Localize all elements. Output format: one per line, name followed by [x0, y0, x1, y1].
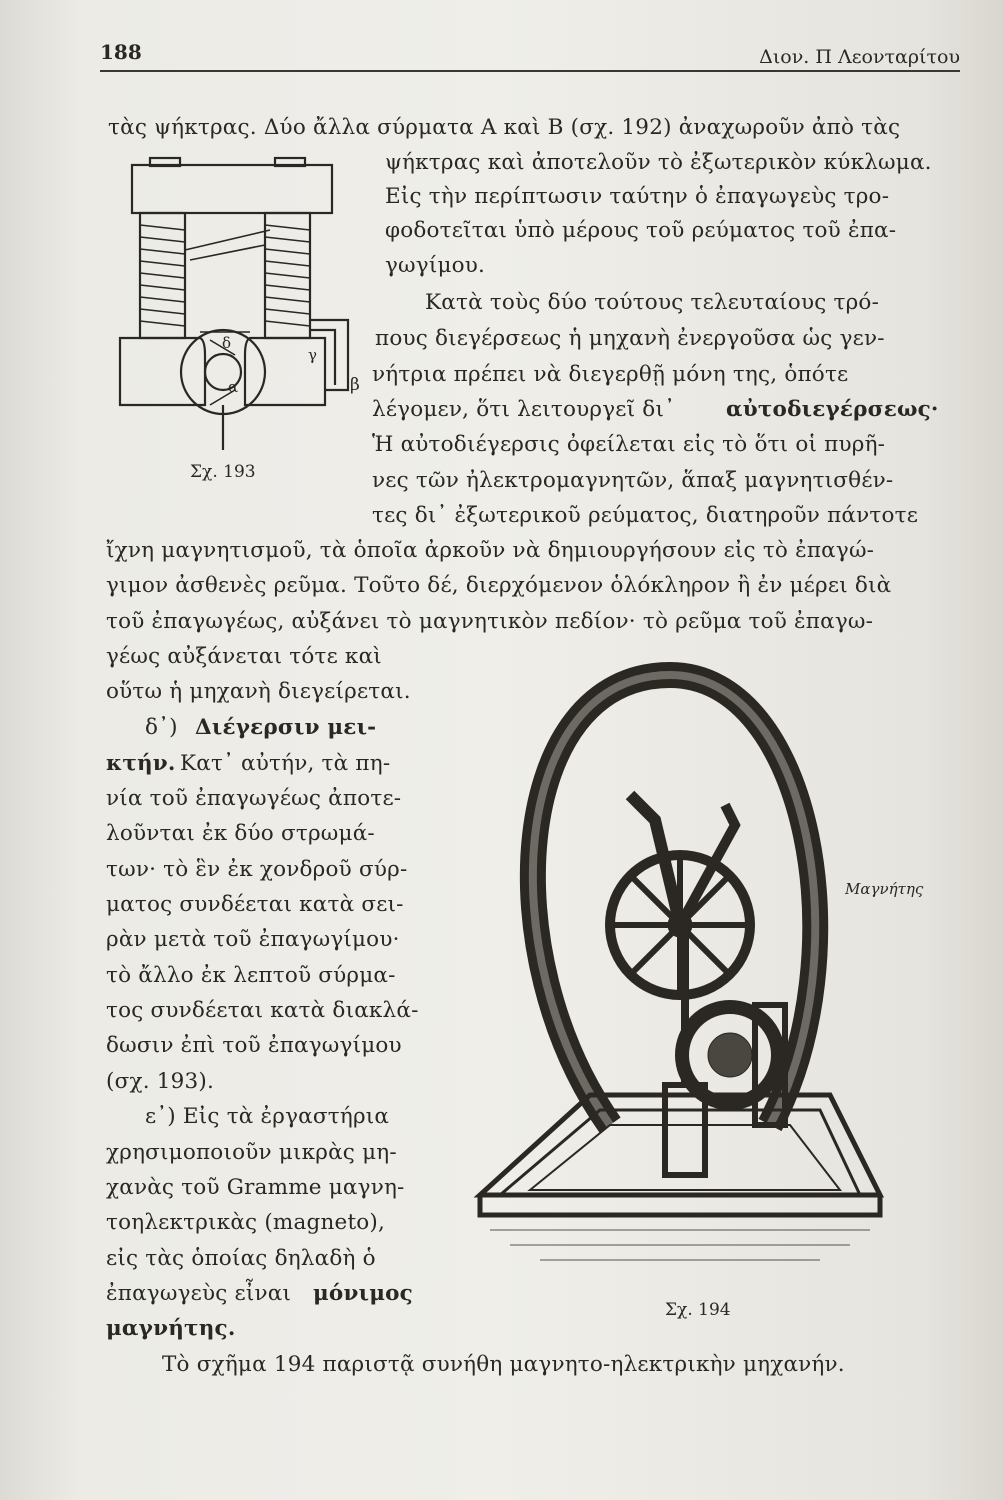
text-line: ψήκτρας καὶ ἀποτελοῦν τὸ ἐξωτερικὸν κύκλωμα.: [385, 150, 932, 175]
figure-193-label-delta: δ: [222, 334, 232, 352]
page-number: 188: [100, 40, 142, 64]
figure-193-label-alpha: α: [228, 378, 239, 396]
figure-194-caption: Σχ. 194: [665, 1300, 731, 1320]
text-line: νήτρια πρέπει νὰ διεγερθῇ μόνη της, ὁπότε: [372, 362, 849, 387]
text-line-bold: αὐτοδιεγέρσεως·: [726, 397, 939, 422]
figure-194-drawing: [470, 655, 890, 1295]
text-line: χρησιμοποιοῦν μικρὰς μη-: [106, 1140, 397, 1165]
text-line: (σχ. 193).: [106, 1069, 215, 1094]
figure-193-label-gamma: γ: [308, 346, 317, 364]
text-line: γέως αὐξάνεται τότε καὶ: [106, 644, 382, 669]
text-line: τὸ ἄλλο ἐκ λεπτοῦ σύρμα-: [106, 963, 396, 988]
figure-194: [470, 655, 890, 1295]
text-line: Εἰς τὴν περίπτωσιν ταύτην ὁ ἐπαγωγεὺς τρο-: [385, 184, 890, 209]
section-heading: κτήν.: [106, 751, 176, 776]
text-line: ἴχνη μαγνητισμοῦ, τὰ ὁποῖα ἀρκοῦν νὰ δημιουργήσουν εἰς τὸ ἐπαγώ-: [106, 538, 875, 563]
section-heading: Διέγερσιν μει-: [195, 715, 377, 740]
text-line: τὰς ψήκτρας. Δύο ἄλλα σύρματα Α καὶ Β (σχ. 192) ἀναχωροῦν ἀπὸ τὰς: [108, 115, 901, 140]
text-line: ματος συνδέεται κατὰ σει-: [106, 892, 404, 917]
text-line: τοῦ ἐπαγωγέως, αὐξάνει τὸ μαγνητικὸν πεδίον· τὸ ρεῦμα τοῦ ἐπαγω-: [106, 609, 874, 634]
text-line: νες τῶν ἠλεκτρομαγνητῶν, ἅπαξ μαγνητισθέν-: [372, 468, 894, 493]
text-line: Κατὰ τοὺς δύο τούτους τελευταίους τρό-: [425, 290, 880, 315]
text-line: νία τοῦ ἐπαγωγέως ἀποτε-: [106, 786, 402, 811]
text-line: τοηλεκτρικὰς (magneto),: [106, 1210, 386, 1235]
text-line: εἰς τὰς ὁποίας δηλαδὴ ὁ: [106, 1246, 376, 1271]
text-line: οὕτω ἡ μηχανὴ διεγείρεται.: [106, 679, 411, 704]
text-line-bold: μόνιμος: [313, 1281, 413, 1306]
figure-193-label-beta: β: [350, 375, 360, 395]
text-line: τες δι᾽ ἐξωτερικοῦ ρεύματος, διατηροῦν πάντοτε: [372, 503, 919, 528]
text-line: λέγομεν, ὅτι λειτουργεῖ δι᾽: [372, 397, 676, 422]
text-line: Κατ᾽ αὐτήν, τὰ πη-: [180, 751, 391, 776]
text-line: Τὸ σχῆμα 194 παριστᾷ συνήθη μαγνητο-ηλεκτρικὴν μηχανήν.: [162, 1352, 845, 1377]
figure-193-drawing: [110, 150, 380, 460]
text-line: πους διεγέρσεως ἡ μηχανὴ ἐνεργοῦσα ὡς γεν-: [375, 326, 885, 351]
text-line: δ᾽): [145, 715, 178, 740]
text-line: φοδοτεῖται ὑπὸ μέρους τοῦ ρεύματος τοῦ ἐπα-: [385, 218, 897, 243]
figure-193-caption: Σχ. 193: [190, 462, 256, 482]
figure-193: [110, 150, 380, 460]
text-line: ρὰν μετὰ τοῦ ἐπαγωγίμου·: [106, 927, 400, 952]
text-line: ἐπαγωγεὺς εἶναι: [106, 1281, 292, 1306]
text-line: των· τὸ ἓν ἐκ χονδροῦ σύρ-: [106, 857, 408, 882]
text-line: Ἡ αὐτοδιέγερσις ὀφείλεται εἰς τὸ ὅτι οἱ πυρῆ-: [372, 432, 886, 457]
text-line: γωγίμου.: [385, 253, 486, 278]
figure-194-magnet-label: Μαγνήτης: [845, 880, 924, 898]
text-line: χανὰς τοῦ Gramme μαγνη-: [106, 1175, 405, 1200]
text-line: δωσιν ἐπὶ τοῦ ἐπαγωγίμου: [106, 1033, 402, 1058]
text-line-bold: μαγνήτης.: [106, 1316, 236, 1341]
running-head: Διον. Π Λεονταρίτου: [759, 46, 960, 68]
text-line: γιμον ἀσθενὲς ρεῦμα. Τοῦτο δέ, διερχόμενον ὁλόκληρον ἢ ἐν μέρει διὰ: [106, 573, 892, 598]
header-rule: [100, 70, 960, 72]
text-line: ε᾽) Εἰς τὰ ἐργαστήρια: [145, 1104, 390, 1129]
text-line: λοῦνται ἐκ δύο στρωμά-: [106, 821, 375, 846]
text-line: τος συνδέεται κατὰ διακλά-: [106, 998, 419, 1023]
